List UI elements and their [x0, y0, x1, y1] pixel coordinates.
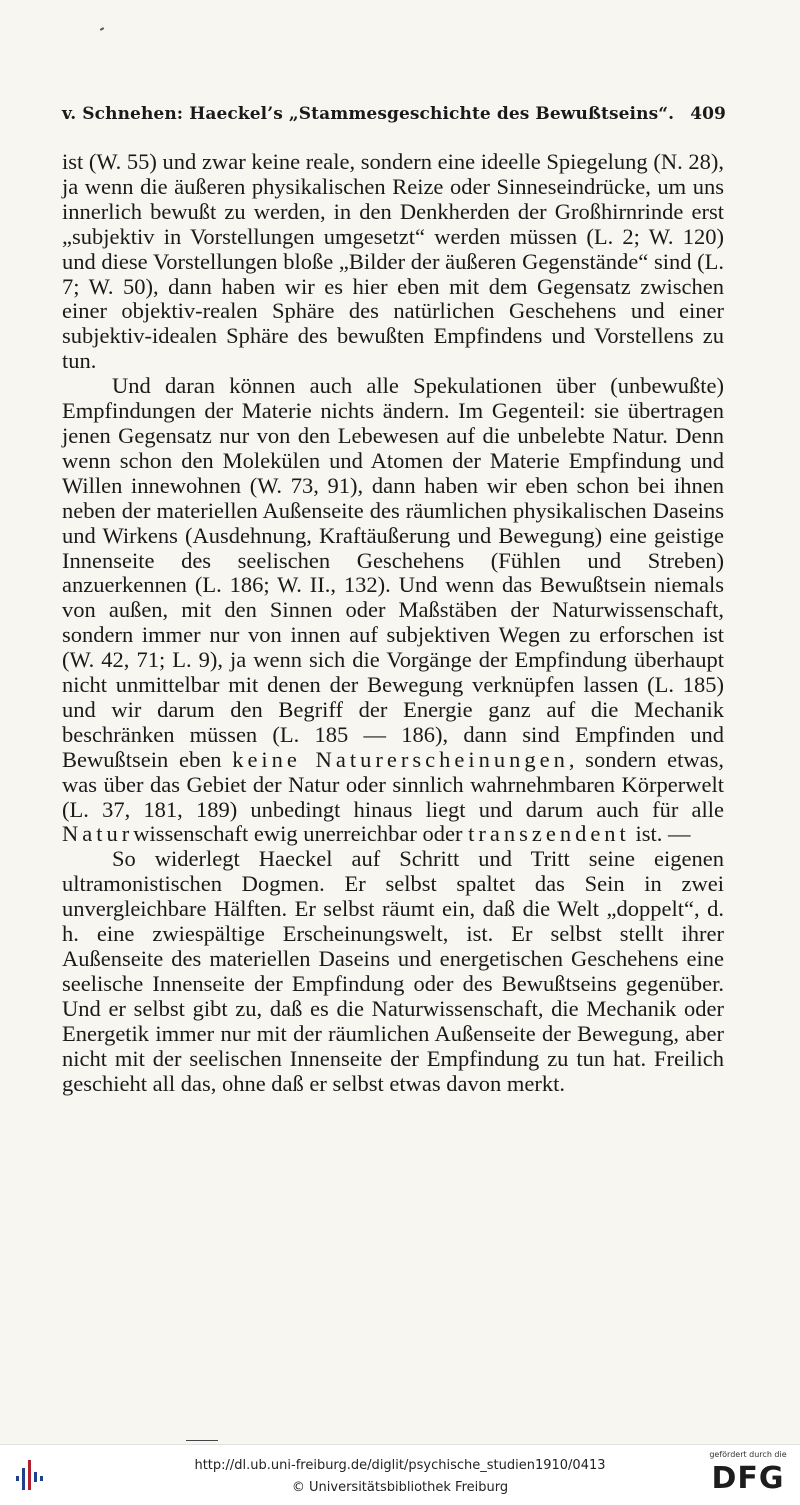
- text-segment: So widerlegt Haeckel auf Schritt und Tritt seine eigenen ultramonistischen Dogmen. Er selbst spaltet das Sein in zwei unvergleichbare Hälften. Er selbst räumt ein, daß die Welt „doppelt“, d. h. eine zwiespältige Erscheinungswelt, ist. Er selbst stellt ihrer Außenseite des materiellen Daseins und energetischen Geschehens eine seelische Innenseite der Empfindung oder des Bewußtseins gegenüber. Und er selbst gibt zu, daß es die Naturwissenschaft, die Mechanik oder Energetik immer nur mit der räumlichen Außenseite der Bewegung, aber nicht mit der seelischen Innenseite der Empfindung zu tun hat. Freilich geschieht all das, ohne daß er selbst etwas davon merkt.: [62, 846, 724, 1096]
- text-segment: ist. —: [629, 821, 691, 847]
- emphasized-text: keine Naturerscheinungen: [232, 746, 569, 772]
- emphasized-text: Natur: [62, 821, 134, 847]
- text-segment: wissenschaft ewig unerreichbar oder: [133, 821, 469, 847]
- text-segment: Und daran können auch alle Spekulationen über (unbewußte) Empfindungen der Materie nichts ändern. Im Gegenteil: sie übertragen jenen Gegensatz nur von den Lebewesen auf die unbelebte Natur. Denn wenn schon den Molekülen und Atomen der Materie Empfindung und Willen innewohnen (W. 73, 91), dann haben wir eben schon bei ihnen neben der materiellen Außenseite des räumlichen physikalischen Daseins und Wirkens (Ausdehnung, Kraftäußerung und Bewegung) eine geistige Innenseite des seelischen Geschehens (Fühlen und Streben) anzuerkennen (L. 186; W. II., 132). Und wenn das Bewußtsein niemals von außen, mit den Sinnen oder Maßstäben der Naturwissenschaft, sondern immer nur von innen auf subjektiven Wegen zu erforschen ist (W. 42, 71; L. 9), ja wenn sich die Vorgänge der Empfindung überhaupt nicht unmittelbar mit denen der Bewegung verknüpfen lassen (L. 185) und wir darum den Begriff der Energie ganz auf die Mechanik beschränken müssen (L. 185 — 186), dann sind Empfinden und Bewußtsein eben: [62, 373, 724, 772]
- copyright-notice: © Universitätsbibliothek Freiburg: [291, 1480, 509, 1495]
- scan-speck: [100, 27, 104, 31]
- running-header: [62, 104, 726, 124]
- text-segment: ist (W. 55) und zwar keine reale, sondern eine ideelle Spiegelung (N. 28), ja wenn die äußeren physikalischen Reize oder Sinneseindrücke, um uns innerlich bewußt zu werden, in den Denkherden der Großhirnrinde erst „subjektiv in Vorstellungen umgesetzt“ werden müssen (L. 2; W. 120) und diese Vorstellungen bloße „Bilder der äußeren Gegenstände“ sind (L. 7; W. 50), dann haben wir es hier eben mit dem Gegensatz zwischen einer objektiv-realen Sphäre des natürlichen Geschehens und einer subjektiv-idealen Sphäre des bewußten Empfindens und Vorstellens zu tun.: [62, 149, 724, 374]
- body-text: [62, 150, 724, 1096]
- viewer-footer: [0, 1444, 800, 1505]
- funder-note: gefördert durch die: [709, 1450, 787, 1459]
- dfg-logo-icon[interactable]: DFG: [711, 1461, 785, 1496]
- paragraph: [62, 374, 724, 847]
- text-segment: , sondern etwas, was über das Gebiet der Natur oder sinnlich wahrnehmbaren Körperwelt (L. 37, 181, 189) unbedingt hinaus liegt und darum auch für alle: [62, 746, 725, 822]
- footer-rule: [186, 1440, 218, 1441]
- permalink-url[interactable]: http://dl.ub.uni-freiburg.de/diglit/psychische_studien1910/0413: [194, 1458, 606, 1473]
- emphasized-text: transzendent: [468, 821, 630, 847]
- running-title: v. Schnehen: Haeckel’s „Stammesgeschichte des Bewußtseins“.: [62, 104, 675, 124]
- page-number: 409: [690, 104, 726, 124]
- paragraph: [62, 150, 724, 374]
- paragraph: [62, 847, 724, 1096]
